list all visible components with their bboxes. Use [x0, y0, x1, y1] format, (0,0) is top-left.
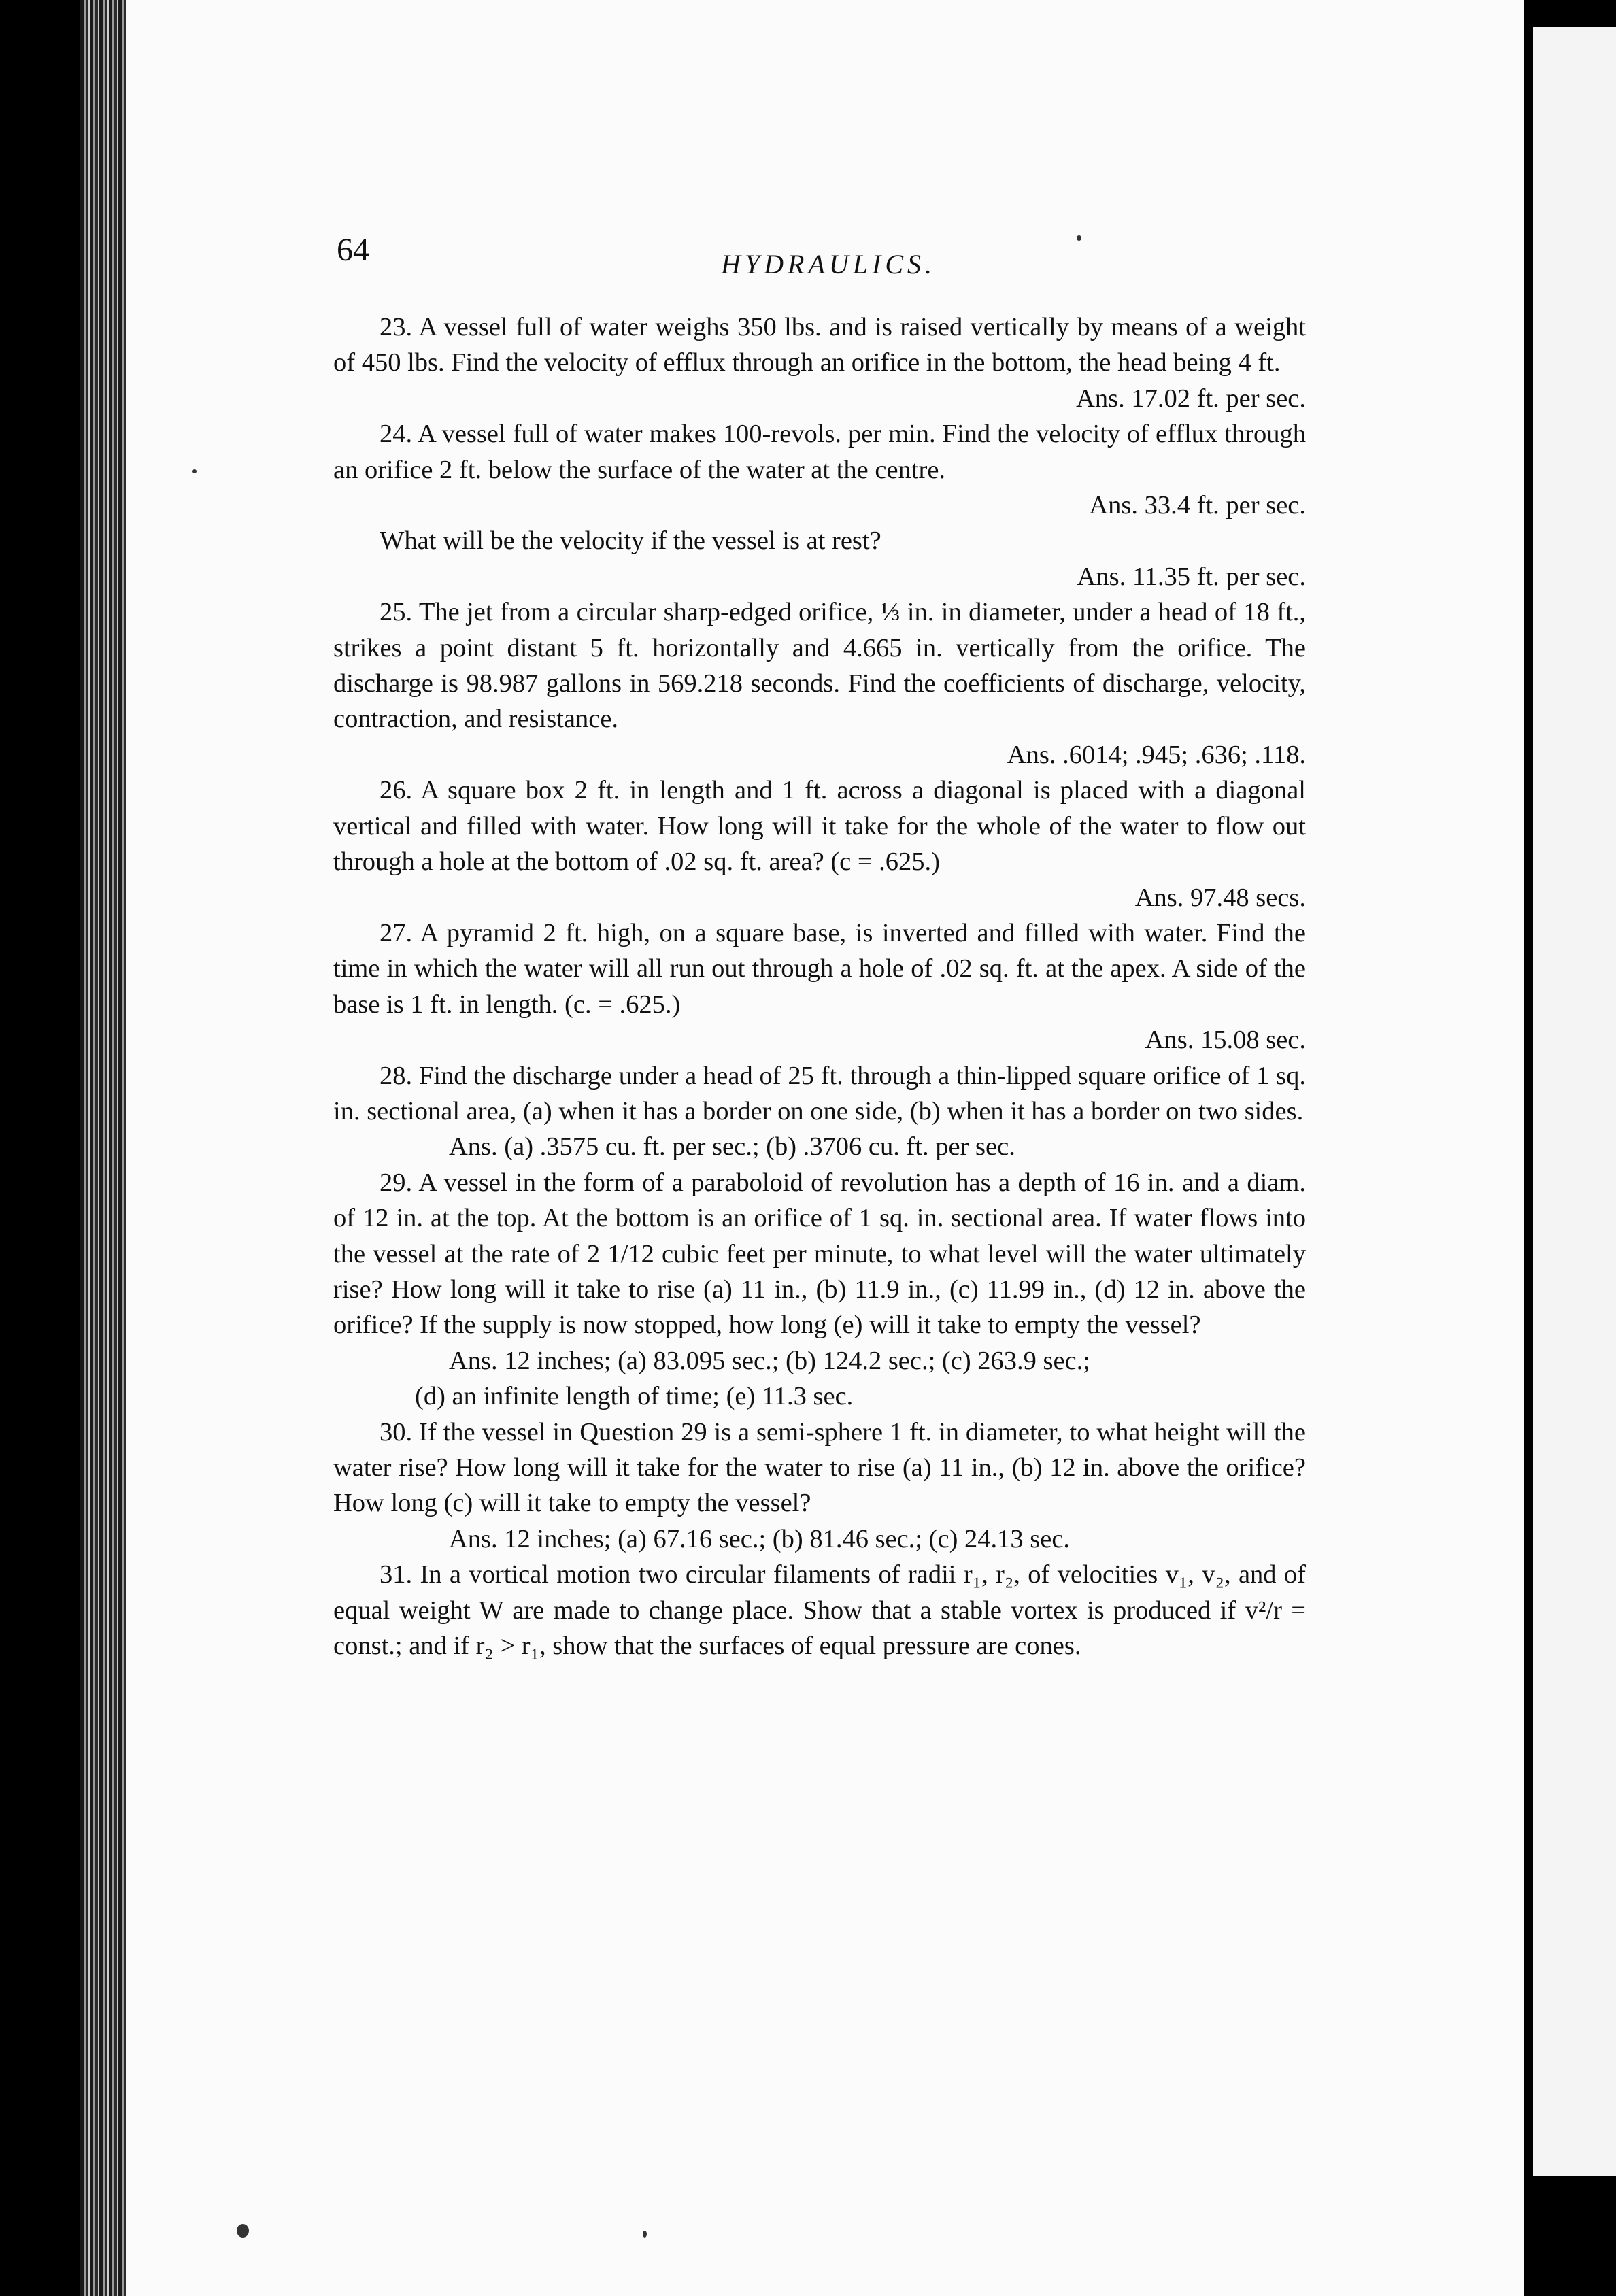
- problem-28: 28. Find the discharge under a head of 25 ft. through a thin-lipped square orifice of 1 sq. in. sectional area, (a) when it has a border on one side, (b) when it has a border on two sides.: [333, 1061, 1306, 1126]
- problem-25: 25. The jet from a circular sharp-edged orifice, ⅓ in. in diameter, under a head of 18 ft., strikes a point distant 5 ft. horizontally and 4.665 in. vertically from the orifice. The discharge is 98.987 gallons in 569.218 seconds. Find the coefficients of discharge, velocity, contraction, and resistance.: [333, 598, 1306, 734]
- answer-29: Ans. 12 inches; (a) 83.095 sec.; (b) 124.2 sec.; (c) 263.9 sec.;: [449, 1346, 1091, 1375]
- problem-24-followup: What will be the velocity if the vessel is at rest?: [380, 526, 881, 556]
- page-number: 64: [337, 232, 369, 268]
- problem-27: 27. A pyramid 2 ft. high, on a square base, is inverted and filled with water. Find the time in which the water will all run out through a hole of .02 sq. ft. at the apex. A side of the base is 1 ft. in length. (c. = .625.): [333, 918, 1306, 1019]
- problem-23: 23. A vessel full of water weighs 350 lbs. and is raised vertically by means of a weight of 450 lbs. Find the velocity of efflux through an orifice in the bottom, the head being 4 ft.: [333, 313, 1306, 377]
- problem-24: 24. A vessel full of water makes 100-revols. per min. Find the velocity of efflux through an orifice 2 ft. below the surface of the water at the centre.: [333, 420, 1306, 484]
- problem-26: 26. A square box 2 ft. in length and 1 ft. across a diagonal is placed with a diagonal vertical and filled with water. How long will it take for the whole of the water to flow out through a hole at the bottom of .02 sq. ft. area? (c = .625.): [333, 776, 1306, 877]
- answer-28: Ans. (a) .3575 cu. ft. per sec.; (b) .3706 cu. ft. per sec.: [449, 1132, 1015, 1162]
- facing-page-edge: [1533, 27, 1616, 2176]
- answer-24: Ans. 33.4 ft. per sec.: [1089, 491, 1306, 520]
- answer-30: Ans. 12 inches; (a) 67.16 sec.; (b) 81.46 sec.; (c) 24.13 sec.: [449, 1524, 1071, 1553]
- answer-25: Ans. .6014; .945; .636; .118.: [1007, 740, 1306, 769]
- problem-29: 29. A vessel in the form of a paraboloid of revolution has a depth of 16 in. and a diam. of 12 in. at the top. At the bottom is an orifice of 1 sq. in. sectional area. If water flows into the vessel at the rate of 2 1/12 cubic feet per minute, to what level will the water ultimately rise? How long will it take to rise (a) 11 in., (b) 11.9 in., (c) 11.99 in., (d) 12 in. above the orifice? If the supply is now stopped, how long (e) will it take to empty the vessel?: [333, 1168, 1306, 1340]
- problem-31: 31. In a vortical motion two circular filaments of radii r₁, r₂, of velocities v₁, v₂, and of equal weight W are made to change place. Show that a stable vortex is produced if v²/r = const.; and if r₂ > r₁, show that the surfaces of equal pressure are cones.: [333, 1560, 1306, 1661]
- answer-29-continued: (d) an infinite length of time; (e) 11.3 sec.: [415, 1382, 854, 1411]
- answer-24-followup: Ans. 11.35 ft. per sec.: [1077, 562, 1306, 591]
- ink-speck: [643, 2231, 647, 2238]
- answer-26: Ans. 97.48 secs.: [1134, 883, 1306, 912]
- book-page-edges: [80, 0, 129, 2296]
- ink-speck: [237, 2224, 249, 2238]
- answer-23: Ans. 17.02 ft. per sec.: [1076, 384, 1306, 413]
- problem-30: 30. If the vessel in Question 29 is a semi-sphere 1 ft. in diameter, to what height will the water rise? How long will it take for the water to rise (a) 11 in., (b) 12 in. above the orifice? How long (c) will it take to empty the vessel?: [333, 1417, 1306, 1518]
- ink-speck: [1077, 235, 1081, 241]
- running-title: HYDRAULICS.: [721, 249, 937, 280]
- ink-speck: [192, 469, 197, 473]
- answer-27: Ans. 15.08 sec.: [1145, 1026, 1306, 1055]
- page-body: [333, 309, 1306, 1664]
